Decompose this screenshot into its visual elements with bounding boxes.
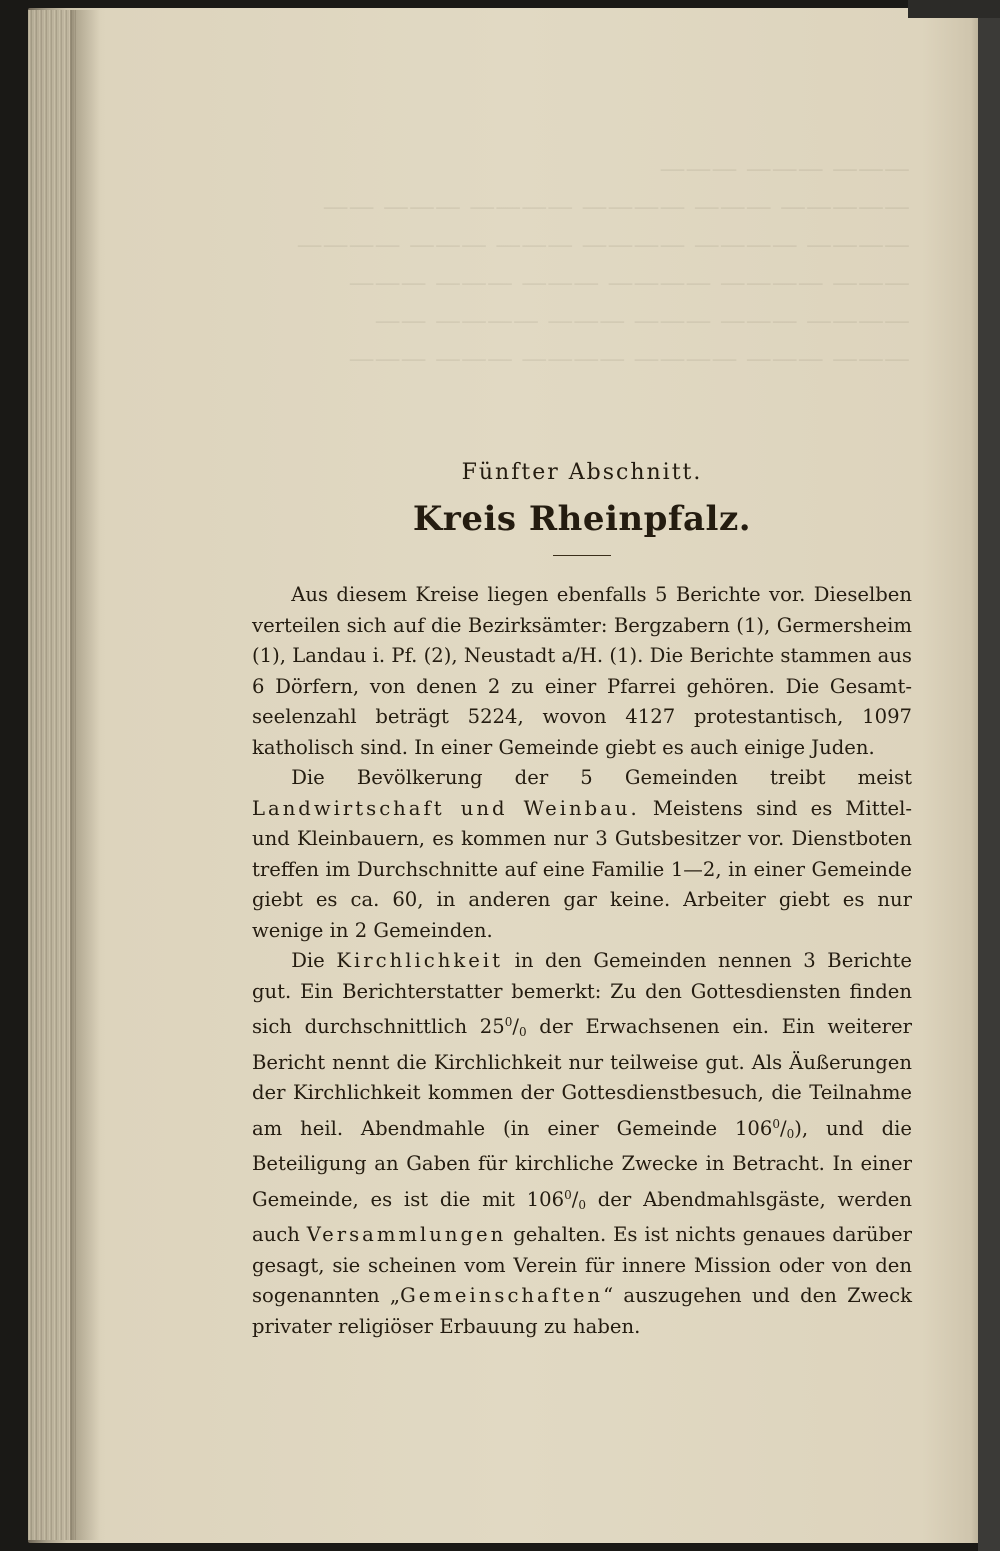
percent-sign-1: $^0/_0$ (504, 1015, 527, 1039)
paragraph-2 (252, 763, 912, 946)
scan-border-top (908, 0, 1000, 18)
paragraph-3-text-c: in den Gemeinden nennen 3 Berichte gut. Ein Berichterstatter bemerkt: Zu den Gottesdiensten finden sich durchschnittlich 25 (252, 949, 912, 1038)
paragraph-3-text-j: “ auszugehen und den Zweck privater religiöser Erbauung zu haben. (252, 1284, 912, 1338)
paragraph-2-text-c: Meistens sind es Mittel- und Kleinbauern, es kommen nur 3 Gutsbesitzer vor. Dienstboten treffen im Durchschnitte auf eine Familie 1—2, in einer Gemeinde giebt es ca. 60, in anderen gar keine. Arbeiter giebt es nur wenige in 2 Gemeinden. (252, 796, 912, 942)
page-edges (28, 10, 76, 1540)
paragraph-2-text-a: Die Bevölkerung der 5 Gemeinden treibt meist (291, 766, 912, 789)
spine-shadow (70, 10, 100, 1540)
paragraph-1 (252, 580, 912, 763)
paragraph-3-text-f: der Abendmahlsgäste, werden auch (252, 1187, 912, 1246)
paragraph-2-spaced-term: Landwirtschaft und Weinbau. (252, 796, 640, 820)
paragraph-3-text-h: gehalten. Es ist nichts genaues darüber gesagt, sie scheinen vom Verein für innere Mission oder von den sogenannten „ (252, 1223, 912, 1307)
show-through-bleed: ——— ——— ——— ————— ——— ———— ———— ——— —— ———— ———— ———— ——— ——— ———— ——— ———— ———— ——— ——— ——— ———— ——— ——— ——— ———— —— ——— ——— ———— ———— ——— ——— (296, 154, 910, 374)
paragraph-3-spaced-term-1: Kirchlichkeit (336, 949, 503, 972)
paragraph-3-text-e: ), und die Beteiligung an Gaben für kirchliche Zwecke in Betracht. In einer Gemeinde, es ist die mit 106 (252, 1116, 913, 1211)
paragraph-3-spaced-term-3: Gemeinschaften (400, 1284, 604, 1307)
paragraph-1-text: Aus diesem Kreise liegen ebenfalls 5 Berichte vor. Dieselben verteilen sich auf die Bezirksämter: Bergzabern (1), Germersheim (1), Landau i. Pf. (2), Neustadt a/H. (1). Die Berichte stammen aus 6 Dörfern, von denen 2 zu einer Pfarrei gehören. Die Gesamt-seelenzahl beträgt 5224, wovon 4127 protestantisch, 1097 katholisch sind. In einer Gemeinde giebt es auch einige Juden. (252, 583, 912, 759)
paragraph-3-text-d: der Erwachsenen ein. Ein weiterer Bericht nennt die Kirchlichkeit nur teilweise gut. Als Äußerungen der Kirchlichkeit kommen der Gottesdienstbesuch, die Teilnahme am heil. Abendmahle (in einer Gemeinde 106 (252, 1015, 912, 1140)
section-label: Fünfter Abschnitt. (461, 460, 703, 485)
chapter-title: Kreis Rheinpfalz. (412, 499, 752, 539)
text-body (252, 460, 912, 1342)
percent-sign-3: $^0/_0$ (564, 1187, 586, 1212)
paragraph-3 (252, 946, 912, 1342)
percent-sign-2: $^0/_0$ (772, 1116, 795, 1141)
paragraph-3-text-a: Die (291, 949, 325, 972)
title-divider (553, 555, 611, 556)
paragraph-3-spaced-term-2: Versammlungen (306, 1223, 507, 1246)
scan-border (978, 0, 1000, 1551)
